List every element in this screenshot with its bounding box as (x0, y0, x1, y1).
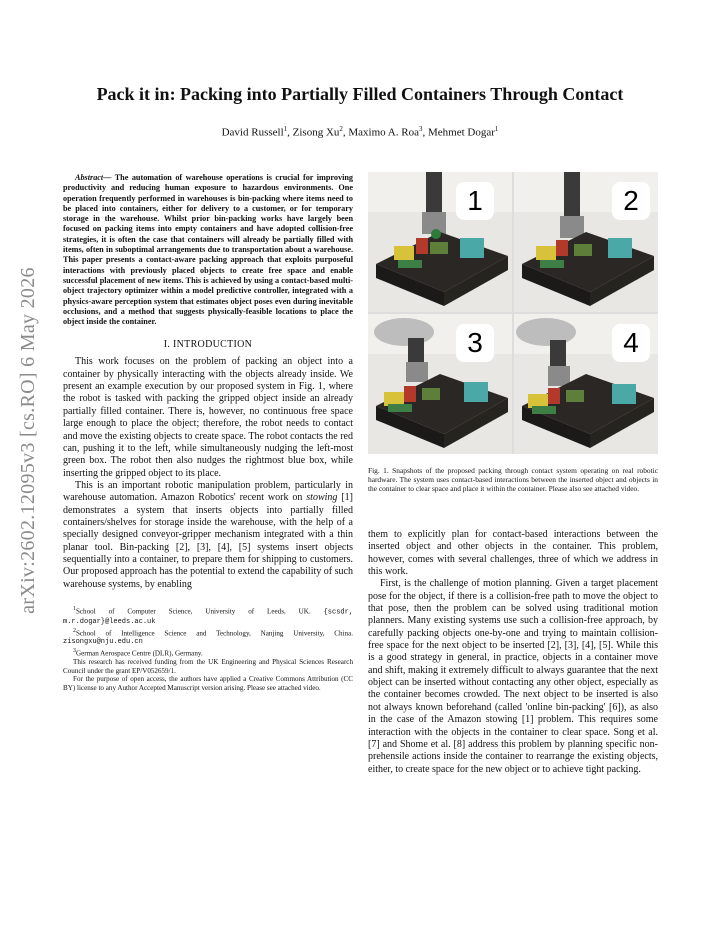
intro-paragraph-2 (63, 480, 353, 591)
author-name: Maximo A. Roa (348, 126, 419, 139)
paper-title: Pack it in: Packing into Partially Filled Containers Through Contact (96, 84, 624, 104)
intro-p2-emphasis: stowing (306, 492, 338, 504)
footnote-3: $^3$German Aerospace Centre (DLR), Germany. (73, 648, 203, 658)
panel-label: 3 (456, 324, 494, 362)
figure-1 (368, 172, 658, 454)
footnote-text: School of Intelligence Science and Technology, Nanjing University, China. (75, 628, 353, 637)
right-paragraph-1: them to explicitly plan for contact-based interactions between the inserted object and other objects in the container. This problem, however, comes with several challenges, three of which we address in this work. (368, 529, 658, 578)
footnote-license: For the purpose of open access, the authors have applied a Creative Commons Attribution (CC BY) license to any Author Accepted Manuscript version arising. Please see attached video. (63, 675, 353, 692)
arxiv-watermark (14, 200, 42, 680)
right-paragraph-2: First, is the challenge of motion planning. Given a target placement pose for the object, if there is a collision-free path to move the object to that pose, then the problem can be solved using traditional motion planners. Many existing systems use such a collision-free approach, by carefully packing objects one-by-one and trying to maintain collision-free space for the next object to be inserted [2], [3], [4], [5]. While this is a good strategy in general, in practice, objects in a container move and shift, making it extremely difficult to always guarantee that the next object can be inserted without contacting any other object, especially as the container becomes crowded. The next object to be inserted is also not always known beforehand (called 'online bin-packing' [6]), as also in the case of the Amazon stowing [1] problem. This requires some interaction with the objects in the container to clear space. Song et al. [7] and Shome et al. [8] address this problem by planning specific non-prehensile actions inside the container to rearrange the existing objects, either, to create space for the new object or to achieve tight packing. (368, 578, 658, 775)
affiliation-marker: 1 (494, 125, 499, 133)
panel-label: 1 (456, 182, 494, 220)
intro-p2-text: This is an important robotic manipulation problem, particularly in warehouse automation. Amazon Robotics' recent work on (63, 479, 353, 504)
section-heading-introduction: I. INTRODUCTION (163, 339, 253, 351)
affiliation-marker: 2 (339, 125, 343, 133)
author-name: Mehmet Dogar (427, 126, 495, 139)
arxiv-id: arXiv:2602.12095v3 [cs.RO] 6 May 2026 (16, 266, 39, 614)
footnote-text: School of Computer Science, University of Leeds, UK. (75, 607, 324, 616)
footnote-email: zisongxu@nju.edu.cn (63, 638, 143, 647)
footnote-email: {scsdr, m.r.dogar}@leeds.ac.uk (63, 608, 353, 626)
author-list: David Russell$^1$, Zisong Xu$^2$, Maximo A. Roa$^3$, Mehmet Dogar$^1$ (221, 125, 499, 139)
footnote-2: $^2$School of Intelligence Science and Technology, Nanjing University, China. zisongxu@nju.edu.cn (63, 627, 353, 647)
left-column (63, 173, 353, 692)
affiliation-marker: 1 (283, 125, 288, 133)
intro-paragraph-1: This work focuses on the problem of packing an object into a container by physically interacting with the objects already inside. We present an example execution by our proposed system in Fig. 1, where the robot is tasked with packing the gripped object inside an already partially filled container. There is, however, no continuous free space large enough to place the object; therefore, the robot needs to contact and move the existing objects to create space. The robot contacts the red can, pushing it to the left, while simultaneously nudging the left-most green box. The robot then also nudges the rightmost blue box, while inserting the gripped object to its place. (63, 356, 353, 479)
figure-panel-4 (514, 314, 658, 454)
author-name: David Russell (221, 126, 284, 139)
abstract (63, 173, 353, 327)
affiliation-marker: 3 (418, 125, 423, 133)
author-name: Zisong Xu (292, 126, 340, 139)
footnotes (63, 605, 353, 692)
abstract-lead: Abstract (75, 173, 104, 182)
panel-label: 4 (612, 324, 650, 362)
figure-panel-1 (368, 172, 512, 312)
figure-panel-3 (368, 314, 512, 454)
panel-label: 2 (612, 182, 650, 220)
footnote-text: German Aerospace Centre (DLR), Germany. (75, 649, 203, 658)
right-column (368, 172, 658, 776)
abstract-text: — The automation of warehouse operations is crucial for improving productivity and reducing human exposure to hazardous environments. One operation frequently performed in warehouses is bin-packing where items need to be placed into containers, either for delivery to a customer, or for temporary storage in the warehouse. Whilst prior bin-packing works have largely been focused on packing items into empty containers and have adopted collision-free strategies, it is often the case that containers will already be partially filled with items, often in suboptimal arrangements due to transportation about a warehouse. This paper presents a contact-aware packing approach that exploits purposeful interactions with previously placed objects to create free space and enable successful placement of new items. This is achieved by using a contact-based multi-object trajectory optimizer within a model predictive controller, integrated with a physics-aware perception system that estimates object poses even during inevitable occlusions, and a method that suggests physically-feasible locations to place the object inside the container. (63, 173, 353, 327)
figure-panel-2 (514, 172, 658, 312)
figure-caption: Fig. 1. Snapshots of the proposed packing through contact system operating on real robotic hardware. The system uses contact-based interactions between the inserted object and objects in the container to clear space and place it within the container. Please also see attached video. (368, 466, 658, 493)
footnote-1: $^1$School of Computer Science, University of Leeds, UK. {scsdr, m.r.dogar}@leeds.ac.uk (63, 605, 353, 626)
intro-p2-text: [1] demonstrates a system that inserts objects into partially filled containers/shelves for storage inside the warehouse, with the help of a specially designed conveyor-gripper mechanism integrated with a thin planar tool. Bin-packing [2], [3], [4], [5] systems insert objects sequentially into a container, to prepare them for shipping to customers. Our proposed approach has the potential to extend the capability of such warehouse systems, by enabling (63, 492, 353, 590)
right-body-text (368, 529, 658, 776)
footnote-funding: This research has received funding from the UK Engineering and Physical Sciences Research Council under the grant EP/V052659/1. (63, 658, 353, 675)
